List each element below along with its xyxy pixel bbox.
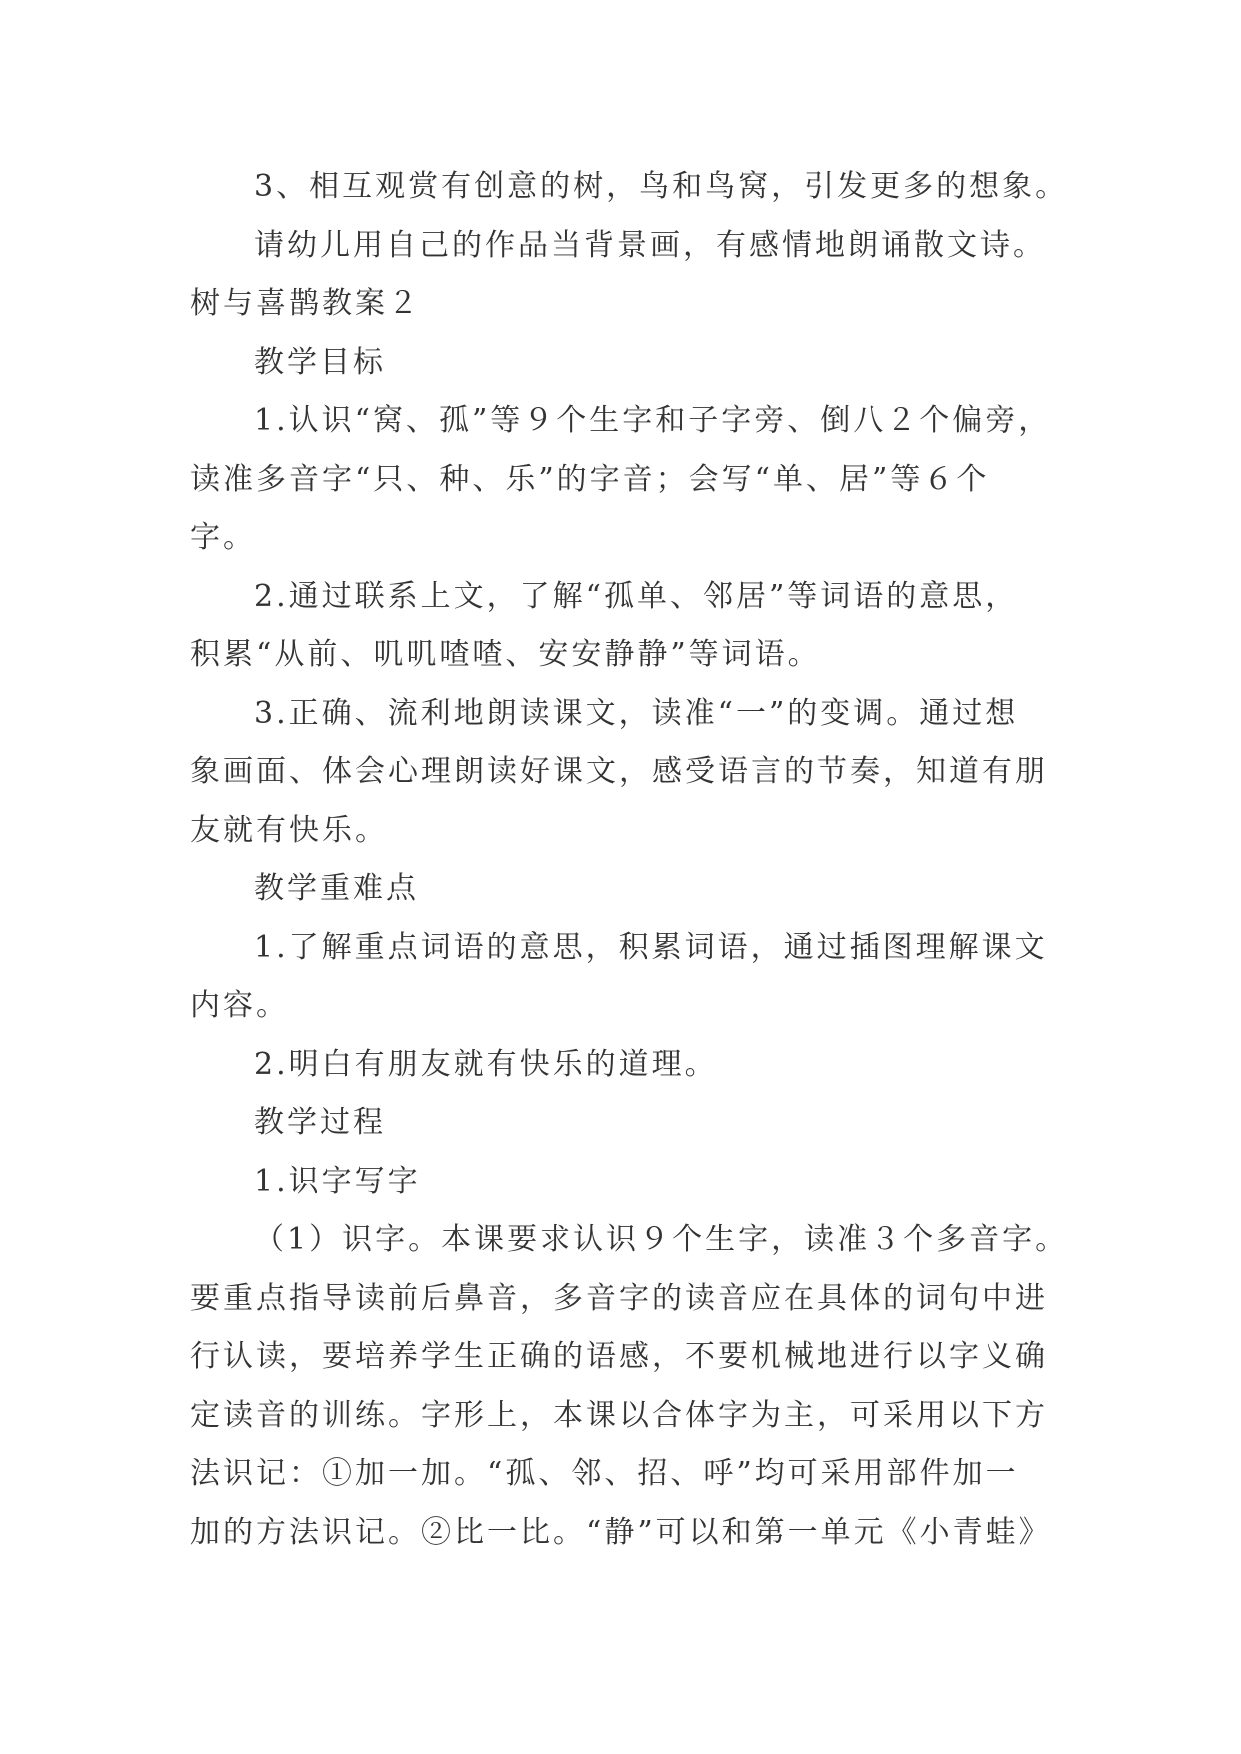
text-line: 定读音的训练。字形上，本课以合体字为主，可采用以下方 (190, 1397, 1048, 1433)
heading-key-points: 教学重难点 (254, 871, 419, 906)
text-line: 3.正确、流利地朗读课文，读准“一”的变调。通过想 (254, 695, 1019, 731)
text-line: 2.明白有朋友就有快乐的道理。 (254, 1046, 718, 1082)
text-line: （1）识字。本课要求认识９个生字，读准３个多音字。 (254, 1222, 1069, 1257)
text-line: 1.识字写字 (254, 1163, 421, 1199)
heading-teaching-process: 教学过程 (254, 1105, 386, 1140)
heading-teaching-goals: 教学目标 (254, 344, 386, 380)
text-line: 读准多音字“只、种、乐”的字音；会写“单、居”等６个 (190, 461, 990, 497)
text-line: 行认读，要培养学生正确的语感，不要机械地进行以字义确 (190, 1339, 1048, 1374)
text-line: 1.了解重点词语的意思，积累词语，通过插图理解课文 (254, 929, 1048, 965)
section-title: 树与喜鹊教案２ (190, 286, 421, 321)
text-line: 2.通过联系上文，了解“孤单、邻居”等词语的意思， (254, 578, 1019, 614)
text-line: 积累“从前、叽叽喳喳、安安静静”等词语。 (190, 637, 821, 672)
document-body (190, 158, 1070, 1562)
text-line: 友就有快乐。 (190, 812, 388, 848)
text-line: 请幼儿用自己的作品当背景画，有感情地朗诵散文诗。 (254, 227, 1046, 263)
text-line: 内容。 (190, 988, 289, 1023)
text-line: 1.认识“窝、孤”等９个生字和子字旁、倒八２个偏旁， (254, 403, 1052, 438)
text-line: 要重点指导读前后鼻音，多音字的读音应在具体的词句中进 (190, 1280, 1048, 1316)
text-line: 加的方法识记。②比一比。“静”可以和第一单元《小青蛙》 (190, 1514, 1052, 1550)
text-line: 字。 (190, 520, 256, 555)
text-line: 象画面、体会心理朗读好课文，感受语言的节奏，知道有朋 (190, 754, 1048, 789)
text-line: 法识记：①加一加。“孤、邻、招、呼”均可采用部件加一 (190, 1456, 1019, 1491)
text-line: 3、相互观赏有创意的树，鸟和鸟窝，引发更多的想象。 (254, 169, 1069, 204)
